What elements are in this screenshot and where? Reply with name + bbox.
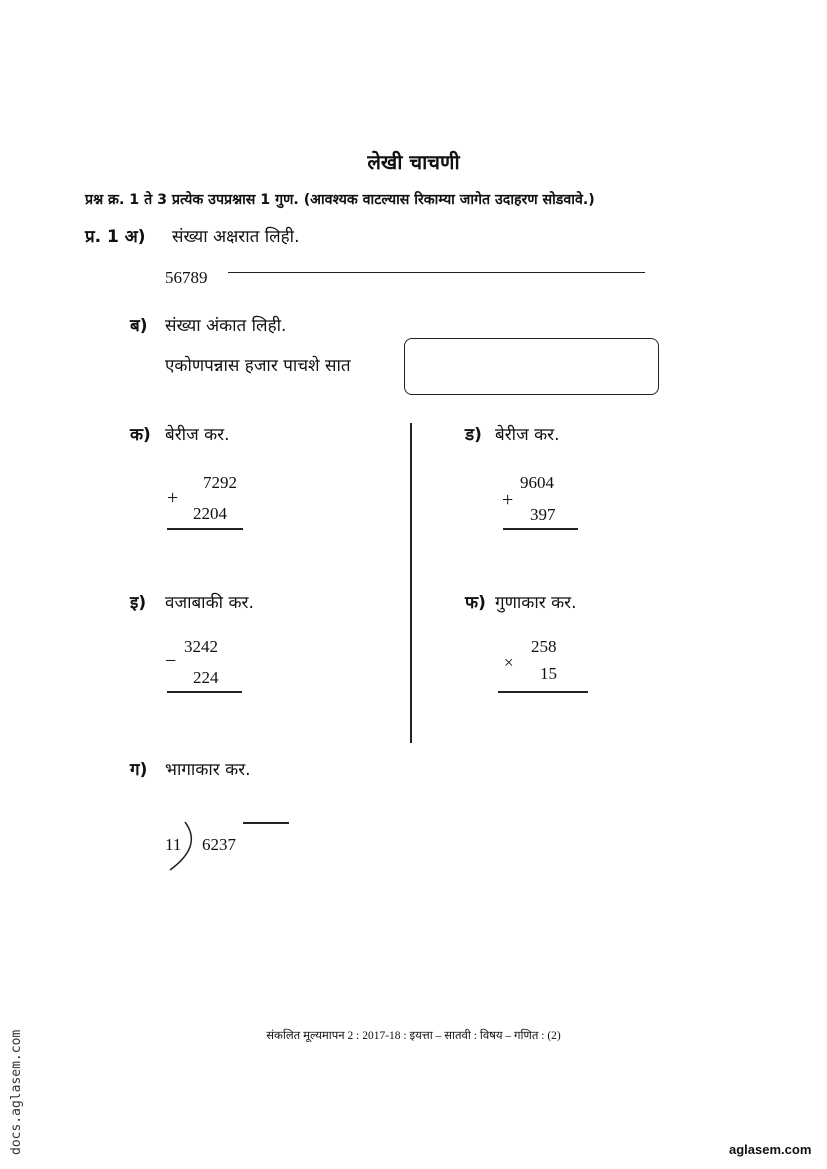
question-1-label: प्र. 1 अ): [85, 227, 146, 247]
number-in-words: एकोणपन्नास हजार पाचशे सात: [165, 356, 351, 376]
question-1b-text: संख्या अंकात लिही.: [165, 316, 287, 336]
subtrahend: 224: [193, 668, 219, 687]
corner-watermark: aglasem.com: [729, 1142, 812, 1157]
question-1a-text: संख्या अक्षरात लिही.: [172, 227, 300, 247]
plus-icon: +: [167, 487, 179, 509]
question-1f-label: फ): [465, 593, 486, 613]
multiplier: 15: [540, 664, 557, 683]
question-1k-label: क): [130, 425, 151, 445]
addend-top: 9604: [520, 473, 554, 492]
divider: [410, 423, 412, 743]
answer-box[interactable]: [404, 338, 659, 395]
minus-icon: −: [165, 650, 177, 672]
division-bracket-icon: [165, 820, 205, 875]
question-1f-text: गुणाकार कर.: [495, 593, 577, 613]
question-1i-text: वजाबाकी कर.: [165, 593, 254, 613]
question-1k-text: बेरीज कर.: [165, 425, 230, 445]
addend-top: 7292: [203, 473, 237, 492]
multiply-icon: ×: [504, 653, 514, 672]
number-56789: 56789: [165, 268, 208, 287]
question-1d-label: ड): [465, 425, 482, 445]
side-watermark: docs.aglasem.com: [9, 1029, 24, 1155]
answer-line[interactable]: [228, 272, 645, 273]
multiplicand: 258: [531, 637, 557, 656]
question-1i-label: इ): [130, 593, 147, 613]
plus-icon: +: [502, 489, 514, 511]
product-line: [498, 691, 588, 693]
instruction: प्रश्न क्र. 1 ते 3 प्रत्येक उपप्रश्नास 1 गुण. (आवश्यक वाटल्यास रिकाम्या जागेत उदाहरण सोडवावे.): [85, 192, 595, 208]
addend-bottom: 397: [530, 505, 556, 524]
divisor: 11: [165, 835, 182, 854]
question-1d-text: बेरीज कर.: [495, 425, 560, 445]
page-footer: संकलित मूल्यमापन 2 : 2017-18 : इयत्ता – सातवी : विषय – गणित : (2): [266, 1030, 561, 1042]
sum-line: [503, 528, 578, 530]
sum-line: [167, 528, 243, 530]
minuend: 3242: [184, 637, 218, 656]
difference-line: [167, 691, 242, 693]
quotient-line: [243, 822, 289, 824]
page-title: लेखी चाचणी: [367, 150, 460, 174]
question-1b-label: ब): [130, 316, 148, 336]
question-1g-text: भागाकार कर.: [165, 760, 251, 780]
addend-bottom: 2204: [193, 504, 227, 523]
question-1g-label: ग): [130, 760, 148, 780]
dividend: 6237: [202, 835, 236, 854]
